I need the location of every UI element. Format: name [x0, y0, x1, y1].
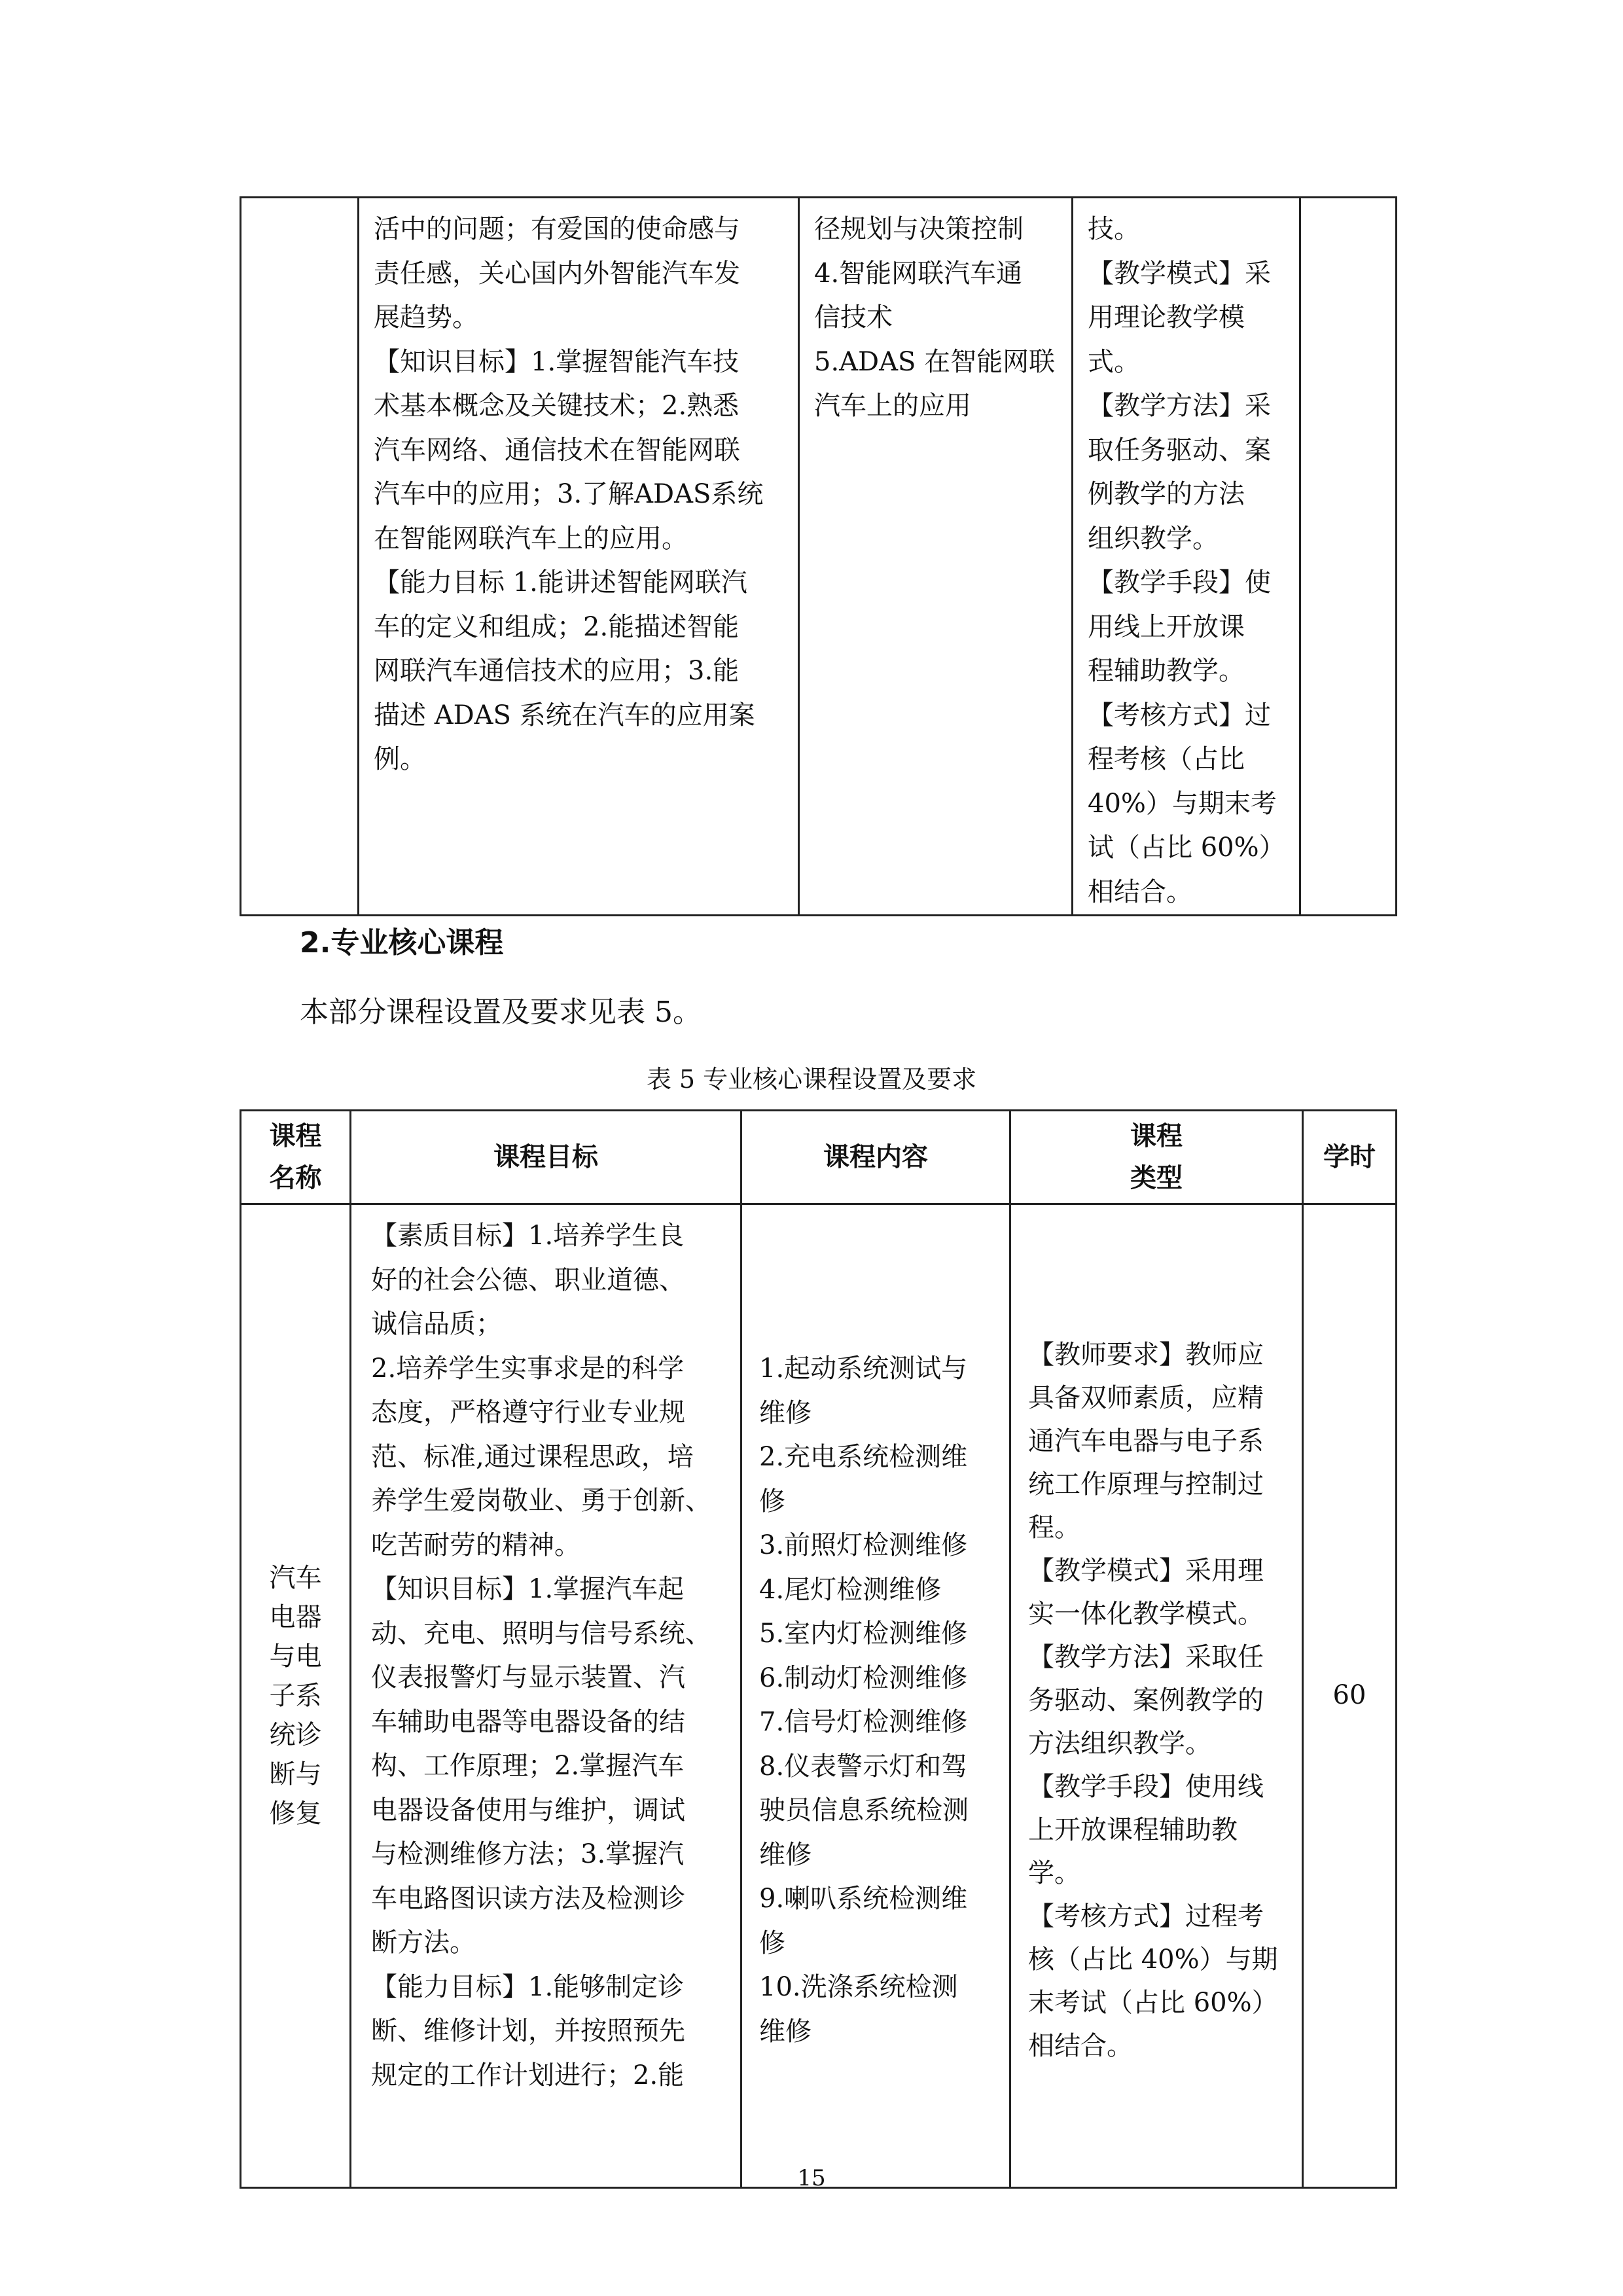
text-line: 1.起动系统测试与	[759, 1354, 968, 1384]
text-line: 车的定义和组成；2.能描述智能	[374, 611, 740, 642]
text-line: 维修	[759, 1397, 812, 1428]
text-line: 9.喇叭系统检测维	[759, 1884, 968, 1914]
text-line: 维修	[759, 1839, 812, 1870]
text-line: 展趋势。	[374, 302, 478, 332]
text-line: 【能力目标 1.能讲述智能网联汽	[374, 567, 747, 598]
text-line: 2.培养学生实事求是的科学	[371, 1353, 685, 1384]
text-line: 术基本概念及关键技术；2.熟悉	[374, 391, 740, 421]
page-number: 15	[797, 2165, 826, 2191]
course-type-cell	[1010, 1204, 1303, 2188]
text-line: 修	[759, 1486, 785, 1516]
course-hours-cell	[1303, 1204, 1397, 2188]
text-line: 驶员信息系统检测	[759, 1795, 969, 1825]
text-line: 仪表报警灯与显示装置、汽	[371, 1662, 685, 1693]
course-content-cell	[741, 1204, 1010, 2188]
text-line: 试（占比 60%）	[1088, 833, 1285, 863]
text-line: 【教学手段】使	[1088, 567, 1271, 598]
course-goal-cell	[351, 1204, 741, 2188]
course-type-cell	[1073, 198, 1300, 916]
text-line: 【能力目标】1.能够制定诊	[371, 1971, 685, 2002]
text-line: 电器设备使用与维护，调试	[371, 1795, 685, 1825]
text-line: 子系	[269, 1681, 322, 1711]
text-line: 汽车中的应用；3.了解ADAS系统	[374, 479, 764, 509]
header-course-name: 课程 名称	[241, 1111, 351, 1204]
continued-course-table	[240, 196, 1397, 916]
text-line: 用线上开放课	[1088, 611, 1245, 642]
text-line: 7.信号灯检测维修	[759, 1707, 968, 1737]
text-line: 学。	[1028, 1858, 1080, 1888]
text-line: 【教学模式】采用理	[1028, 1556, 1264, 1586]
text-line: 维修	[759, 2016, 812, 2047]
text-line: 与检测维修方法；3.掌握汽	[371, 1839, 685, 1869]
text-line: 2.充电系统检测维	[759, 1442, 968, 1472]
text-line: 径规划与决策控制	[814, 214, 1024, 244]
text-line: 【素质目标】1.培养学生良	[371, 1221, 685, 1251]
text-line: 车电路图识读方法及检测诊	[371, 1883, 685, 1914]
course-hours-cell	[1300, 198, 1397, 916]
text-line: 责任感，关心国内外智能汽车发	[374, 258, 740, 289]
text-line: 6.制动灯检测维修	[759, 1662, 968, 1693]
core-course-table	[240, 1109, 1397, 2189]
header-course-type: 课程 类型	[1010, 1111, 1303, 1204]
text-line: 汽车网络、通信技术在智能网联	[374, 435, 740, 465]
text-line: 4.智能网联汽车通	[814, 258, 1023, 289]
table-row	[241, 1204, 1397, 2188]
goal-text	[359, 198, 798, 782]
course-name-cell	[241, 1204, 351, 2188]
text-line: 方法组织教学。	[1028, 1729, 1211, 1759]
text-line: 断方法。	[371, 1928, 476, 1958]
text-line: 5.室内灯检测维修	[759, 1619, 968, 1649]
text-line: 汽车上的应用	[814, 391, 971, 421]
text-line: 例。	[374, 744, 426, 774]
header-hours: 学时	[1303, 1111, 1397, 1204]
table-header-row	[241, 1111, 1397, 1204]
text-line: 【知识目标】1.掌握汽车起	[371, 1574, 685, 1604]
text-line: 末考试（占比 60%）	[1028, 1988, 1278, 2018]
text-line: 5.ADAS 在智能网联	[814, 346, 1056, 377]
goal-text	[351, 1205, 740, 2098]
table-row	[241, 198, 1397, 916]
text-line: 统诊	[269, 1720, 322, 1750]
text-line: 规定的工作计划进行；2.能	[371, 2060, 685, 2090]
intro-paragraph: 本部分课程设置及要求见表 5。	[300, 996, 702, 1029]
text-line: 【教学手段】使用线	[1028, 1772, 1264, 1802]
content-text	[742, 1338, 1009, 2054]
section-heading: 2.专业核心课程	[300, 926, 504, 960]
text-line: 【教学方法】采取任	[1028, 1642, 1264, 1672]
text-line: 【教师要求】教师应	[1028, 1340, 1264, 1370]
text-line: 范、标准,通过课程思政，培	[371, 1441, 694, 1472]
text-line: 组织教学。	[1088, 523, 1219, 554]
course-name-cell	[241, 198, 359, 916]
course-content-cell	[799, 198, 1073, 916]
text-line: 活中的问题；有爱国的使命感与	[374, 214, 740, 244]
text-line: 养学生爱岗敬业、勇于创新、	[371, 1486, 711, 1516]
text-line: 与电	[269, 1641, 322, 1672]
text-line: 在智能网联汽车上的应用。	[374, 523, 688, 554]
text-line: 8.仪表警示灯和驾	[759, 1751, 968, 1782]
text-line: 用理论教学模	[1088, 302, 1245, 332]
hours-value: 60	[1332, 1680, 1366, 1711]
course-goal-cell	[359, 198, 799, 916]
header-course-goal: 课程目标	[351, 1111, 741, 1204]
text-line: 动、充电、照明与信号系统、	[371, 1618, 711, 1649]
text-line: 3.前照灯检测维修	[759, 1530, 968, 1560]
course-name	[241, 1558, 349, 1833]
text-line: 核（占比 40%）与期	[1028, 1945, 1278, 1975]
header-course-content: 课程内容	[741, 1111, 1010, 1204]
text-line: 吃苦耐劳的精神。	[371, 1530, 580, 1560]
table-caption: 表 5 专业核心课程设置及要求	[646, 1065, 977, 1094]
text-line: 技。	[1088, 214, 1140, 244]
text-line: 【教学模式】采	[1088, 258, 1271, 289]
text-line: 断、维修计划，并按照预先	[371, 2016, 685, 2046]
text-line: 程考核（占比	[1088, 744, 1245, 774]
text-line: 构、工作原理；2.掌握汽车	[371, 1751, 685, 1781]
text-line: 断与	[269, 1759, 322, 1789]
text-line: 具备双师素质，应精	[1028, 1383, 1264, 1413]
text-line: 信技术	[814, 302, 893, 332]
text-line: 10.洗涤系统检测	[759, 1972, 958, 2002]
text-line: 诚信品质；	[371, 1309, 502, 1339]
text-line: 40%）与期末考	[1088, 788, 1277, 819]
content-text	[800, 198, 1071, 429]
text-line: 修	[759, 1928, 785, 1958]
text-line: 例教学的方法	[1088, 479, 1245, 509]
text-line: 式。	[1088, 346, 1140, 377]
text-line: 统工作原理与控制过	[1028, 1469, 1264, 1499]
text-line: 4.尾灯检测维修	[759, 1574, 942, 1605]
text-line: 【考核方式】过程考	[1028, 1901, 1264, 1931]
text-line: 相结合。	[1088, 876, 1192, 907]
text-line: 实一体化教学模式。	[1028, 1599, 1264, 1629]
text-line: 汽车	[269, 1563, 322, 1593]
text-line: 【考核方式】过	[1088, 700, 1271, 730]
text-line: 程。	[1028, 1513, 1080, 1543]
text-line: 上开放课程辅助教	[1028, 1815, 1238, 1845]
text-line: 态度，严格遵守行业专业规	[371, 1397, 685, 1427]
text-line: 取任务驱动、案	[1088, 435, 1271, 465]
text-line: 【教学方法】采	[1088, 391, 1271, 421]
text-line: 修复	[269, 1799, 322, 1829]
text-line: 电器	[269, 1602, 322, 1632]
text-line: 网联汽车通信技术的应用；3.能	[374, 656, 740, 686]
text-line: 程辅助教学。	[1088, 656, 1245, 686]
text-line: 务驱动、案例教学的	[1028, 1685, 1264, 1715]
text-line: 好的社会公德、职业道德、	[371, 1265, 685, 1295]
text-line: 车辅助电器等电器设备的结	[371, 1706, 685, 1737]
text-line: 【知识目标】1.掌握智能汽车技	[374, 346, 740, 377]
type-text	[1011, 1324, 1302, 2068]
type-text	[1073, 198, 1299, 914]
text-line: 描述 ADAS 系统在汽车的应用案	[374, 700, 755, 730]
text-line: 通汽车电器与电子系	[1028, 1426, 1264, 1456]
text-line: 相结合。	[1028, 2031, 1133, 2061]
